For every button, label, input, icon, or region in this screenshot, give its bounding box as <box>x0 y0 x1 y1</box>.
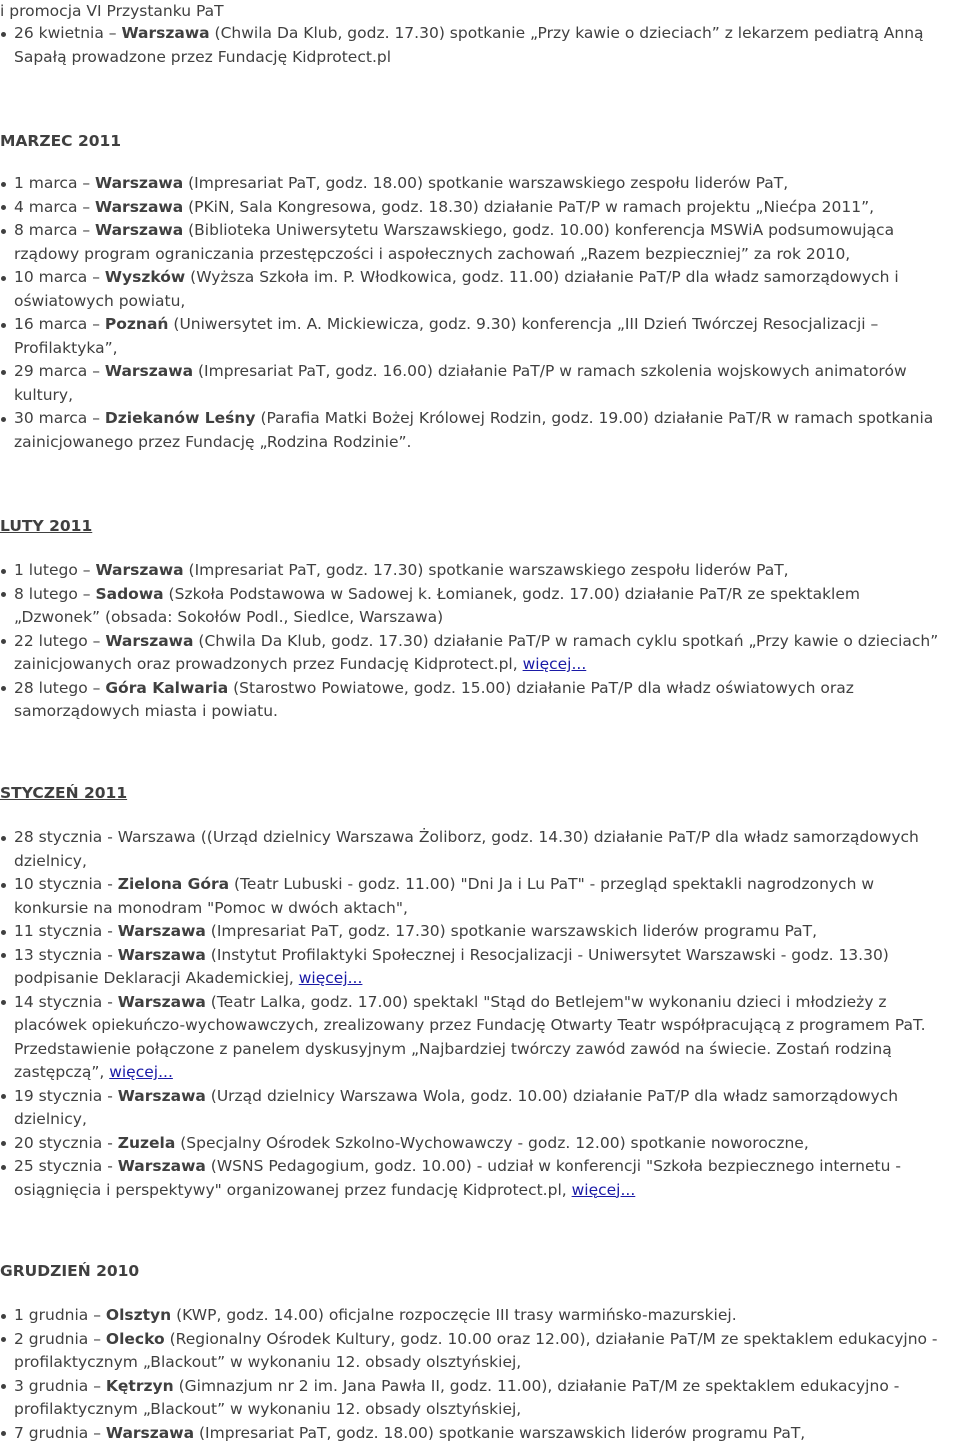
item-date: 16 marca – <box>14 315 105 333</box>
list-item <box>0 266 948 313</box>
item-city: Warszawa <box>95 221 183 239</box>
more-link[interactable]: więcej... <box>572 1181 636 1199</box>
item-city: Warszawa <box>118 993 206 1011</box>
item-city: Góra Kalwaria <box>105 679 228 697</box>
item-description: (Chwila Da Klub, godz. 17.30) spotkanie „Przy kawie o dzieciach” z lekarzem pediatrą Anną Sapałą prowadzone przez Fundację Kidprotect.pl <box>14 24 924 66</box>
item-date: 10 marca – <box>14 268 105 286</box>
item-city: Poznań <box>105 315 169 333</box>
list-item <box>0 196 948 220</box>
more-link[interactable]: więcej... <box>523 655 587 673</box>
item-city: Warszawa <box>105 632 193 650</box>
section-heading: LUTY 2011 <box>0 515 92 539</box>
event-list <box>0 1304 948 1445</box>
item-date: 28 stycznia - Warszawa ((Urząd dzielnicy Warszawa Żoliborz, godz. 14.30) działanie PaT/P dla władz samorządowych dzielnicy, <box>14 828 919 870</box>
item-city: Olsztyn <box>106 1306 171 1324</box>
item-description: (Instytut Profilaktyki Społecznej i Resocjalizacji - Uniwersytet Warszawski - godz. 13.30) podpisanie Deklaracji Akademickiej, <box>14 946 889 988</box>
item-date: 13 stycznia - <box>14 946 118 964</box>
item-date: 19 stycznia - <box>14 1087 118 1105</box>
list-item <box>0 1132 948 1156</box>
item-date: 26 kwietnia – <box>14 24 121 42</box>
item-description: (Regionalny Ośrodek Kultury, godz. 10.00 oraz 12.00), działanie PaT/M ze spektaklem edukacyjno - profilaktycznym „Blackout” w wykonaniu 12. obsady olsztyńskiej, <box>14 1330 938 1372</box>
item-date: 1 grudnia – <box>14 1306 106 1324</box>
more-link[interactable]: więcej... <box>299 969 363 987</box>
item-date: 11 stycznia - <box>14 922 118 940</box>
item-date: 22 lutego – <box>14 632 105 650</box>
list-item <box>0 1375 948 1422</box>
item-description: (Starostwo Powiatowe, godz. 15.00) działanie PaT/P dla władz oświatowych oraz samorządowych miasta i powiatu. <box>14 679 854 721</box>
list-item <box>0 583 948 630</box>
item-date: 8 marca – <box>14 221 95 239</box>
item-description: (Uniwersytet im. A. Mickiewicza, godz. 9.30) konferencja „III Dzień Twórczej Resocjalizacji – Profilaktyka”, <box>14 315 878 357</box>
item-date: 7 grudnia – <box>14 1424 106 1442</box>
item-description: (Teatr Lubuski - godz. 11.00) "Dni Ja i Lu PaT" - przegląd spektakli nagrodzonych w konkursie na monodram "Pomoc w dwóch aktach", <box>14 875 874 917</box>
list-item <box>0 944 948 991</box>
list-item <box>0 219 948 266</box>
item-description: (Impresariat PaT, godz. 18.00) spotkanie warszawskiego zespołu liderów PaT, <box>183 174 788 192</box>
item-city: Warszawa <box>118 922 206 940</box>
list-item <box>0 172 948 196</box>
item-date: 30 marca – <box>14 409 105 427</box>
item-date: 28 lutego – <box>14 679 105 697</box>
event-list <box>0 559 948 724</box>
item-date: 3 grudnia – <box>14 1377 106 1395</box>
item-city: Kętrzyn <box>106 1377 174 1395</box>
more-link[interactable]: więcej... <box>109 1063 173 1081</box>
item-city: Warszawa <box>118 946 206 964</box>
list-item <box>0 407 948 454</box>
item-city: Warszawa <box>105 362 193 380</box>
list-item <box>0 991 948 1085</box>
item-city: Warszawa <box>118 1087 206 1105</box>
item-description: (PKiN, Sala Kongresowa, godz. 18.30) działanie PaT/P w ramach projektu „Niećpa 2011”, <box>183 198 874 216</box>
item-description: (Gimnazjum nr 2 im. Jana Pawła II, godz. 11.00), działanie PaT/M ze spektaklem edukacyjno - profilaktycznym „Blackout” w wykonaniu 12. obsady olsztyńskiej, <box>14 1377 899 1419</box>
item-city: Sadowa <box>95 585 163 603</box>
item-description: (Impresariat PaT, godz. 16.00) działanie PaT/P w ramach szkolenia wojskowych animatorów kultury, <box>14 362 907 404</box>
list-item <box>0 360 948 407</box>
item-description: (WSNS Pedagogium, godz. 10.00) - udział w konferencji "Szkoła bezpiecznego internetu - osiągnięcia i perspektywy" organizowanej przez fundację Kidprotect.pl, <box>14 1157 901 1199</box>
list-item <box>0 1155 948 1202</box>
item-description: (KWP, godz. 14.00) oficjalne rozpoczęcie III trasy warmińsko-mazurskiej. <box>171 1306 736 1324</box>
item-city: Zielona Góra <box>118 875 229 893</box>
list-item <box>0 630 948 677</box>
list-item <box>0 559 948 583</box>
item-description: (Chwila Da Klub, godz. 17.30) działanie PaT/P w ramach cyklu spotkań „Przy kawie o dzieciach” zainicjowanych oraz prowadzonych przez Fundację Kidprotect.pl, <box>14 632 938 674</box>
item-date: 1 lutego – <box>14 561 95 579</box>
item-description: (Parafia Matki Bożej Królowej Rodzin, godz. 19.00) działanie PaT/R w ramach spotkania zainicjowanego przez Fundację „Rodzina Rodzinie”. <box>14 409 933 451</box>
item-date: 14 stycznia - <box>14 993 118 1011</box>
item-city: Warszawa <box>106 1424 194 1442</box>
intro-list <box>0 22 948 69</box>
item-city: Dziekanów Leśny <box>105 409 256 427</box>
item-date: 10 stycznia - <box>14 875 118 893</box>
item-city: Warszawa <box>121 24 209 42</box>
list-item <box>0 920 948 944</box>
item-date: 4 marca – <box>14 198 95 216</box>
list-item <box>0 677 948 724</box>
intro-line: i promocja VI Przystanku PaT <box>0 0 940 24</box>
item-city: Warszawa <box>95 561 183 579</box>
item-description: (Szkoła Podstawowa w Sadowej k. Łomianek, godz. 17.00) działanie PaT/R ze spektaklem „Dzwonek” (obsada: Sokołów Podl., Siedlce, Warszawa) <box>14 585 860 627</box>
section-heading: STYCZEŃ 2011 <box>0 782 127 806</box>
item-description: (Impresariat PaT, godz. 18.00) spotkanie warszawskich liderów programu PaT, <box>194 1424 805 1442</box>
item-description: (Impresariat PaT, godz. 17.30) spotkanie warszawskiego zespołu liderów PaT, <box>184 561 789 579</box>
list-item <box>0 1422 948 1445</box>
item-date: 20 stycznia - <box>14 1134 118 1152</box>
item-city: Warszawa <box>118 1157 206 1175</box>
item-description: (Teatr Lalka, godz. 17.00) spektakl "Stąd do Betlejem"w wykonaniu dzieci i młodzieży z placówek opiekuńczo-wychowawczych, zrealizowany przez Fundację Otwarty Teatr współpracującą z programem PaT. Przedstawienie połączone z panelem dyskusyjnym „Najbardziej twórczy zawód zawód na świecie. Zostań rodziną zastępczą”, <box>14 993 926 1082</box>
list-item <box>0 826 948 873</box>
item-date: 25 stycznia - <box>14 1157 118 1175</box>
item-date: 2 grudnia – <box>14 1330 106 1348</box>
item-city: Zuzela <box>118 1134 176 1152</box>
list-item <box>0 873 948 920</box>
list-item <box>0 1085 948 1132</box>
list-item <box>0 313 948 360</box>
section-heading: GRUDZIEŃ 2010 <box>0 1260 139 1284</box>
item-description: (Urząd dzielnicy Warszawa Wola, godz. 10.00) działanie PaT/P dla władz samorządowych dzielnicy, <box>14 1087 898 1129</box>
event-list <box>0 172 948 454</box>
item-description: (Biblioteka Uniwersytetu Warszawskiego, godz. 10.00) konferencja MSWiA podsumowująca rządowy program ograniczania przestępczości i aspołecznych zachowań „Razem bezpieczniej” za rok 2010, <box>14 221 894 263</box>
item-date: 29 marca – <box>14 362 105 380</box>
item-date: 8 lutego – <box>14 585 95 603</box>
list-item <box>0 1304 948 1328</box>
item-city: Warszawa <box>95 198 183 216</box>
list-item <box>0 1328 948 1375</box>
list-item <box>0 22 948 69</box>
item-date: 1 marca – <box>14 174 95 192</box>
item-description: (Wyższa Szkoła im. P. Włodkowica, godz. 11.00) działanie PaT/P dla władz samorządowych i oświatowych powiatu, <box>14 268 899 310</box>
item-description: (Impresariat PaT, godz. 17.30) spotkanie warszawskich liderów programu PaT, <box>206 922 817 940</box>
item-city: Olecko <box>106 1330 165 1348</box>
event-list <box>0 826 948 1202</box>
item-description: (Specjalny Ośrodek Szkolno-Wychowawczy - godz. 12.00) spotkanie noworoczne, <box>175 1134 808 1152</box>
item-city: Wyszków <box>105 268 185 286</box>
item-city: Warszawa <box>95 174 183 192</box>
section-heading: MARZEC 2011 <box>0 130 121 154</box>
